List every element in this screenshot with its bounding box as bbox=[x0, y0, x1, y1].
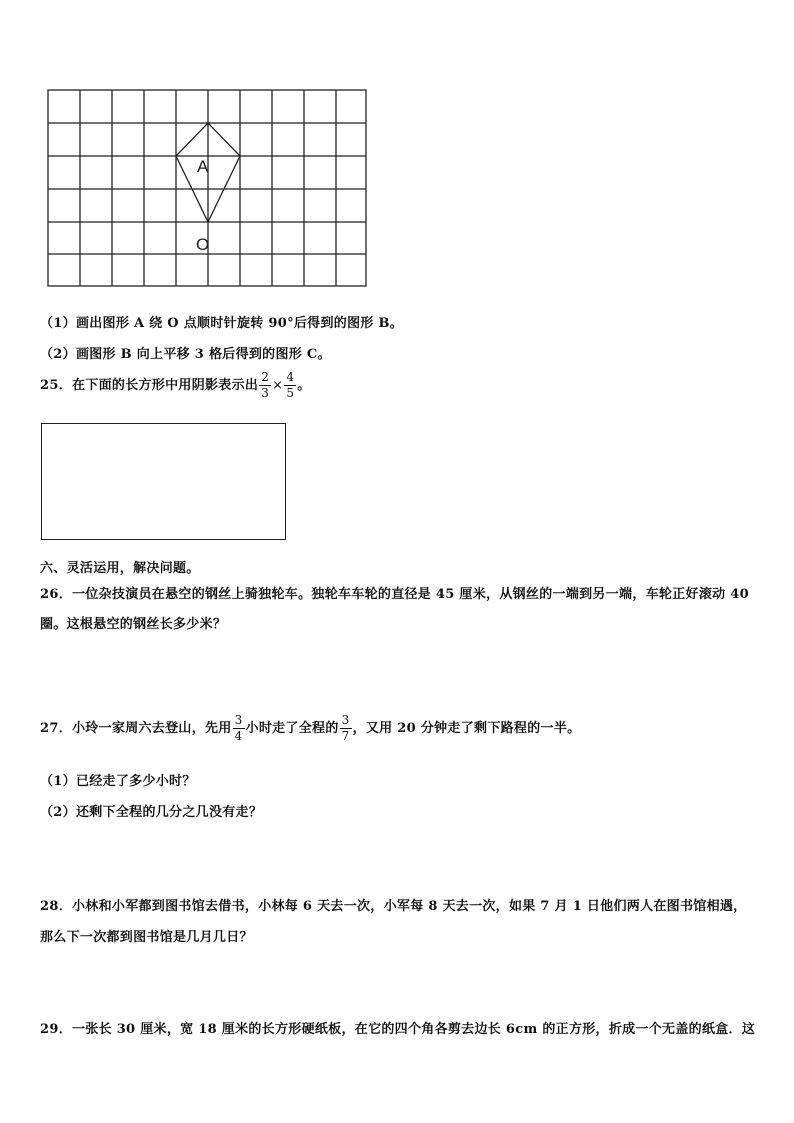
q28-line1: 28．小林和小军都到图书馆去借书，小林每 6 天去一次，小军每 8 天去一次，如果 7 月 1 日他们两人在图书馆相遇， bbox=[40, 899, 747, 914]
q27 bbox=[40, 713, 580, 744]
q27-f2-num: 3 bbox=[341, 713, 350, 727]
grid-figure bbox=[47, 86, 369, 288]
q25-fraction-2 bbox=[284, 370, 296, 401]
q25-times: × bbox=[272, 378, 284, 393]
q27-part3: ，又用 20 分钟走了剩下路程的一半。 bbox=[352, 721, 581, 736]
q27-f1-den: 4 bbox=[234, 729, 243, 743]
q24-sub2: （2）画图形 B 向上平移 3 格后得到的图形 C。 bbox=[40, 347, 331, 362]
q27-f1-num: 3 bbox=[234, 713, 243, 727]
q27-fraction-1 bbox=[233, 713, 245, 744]
label-o: O bbox=[196, 235, 210, 254]
q26-line2: 圈。这根悬空的钢丝长多少米？ bbox=[40, 617, 227, 632]
q25-f2-num: 4 bbox=[286, 370, 295, 384]
q27-sub1: （1）已经走了多少小时？ bbox=[40, 774, 196, 789]
q25-prefix: 25．在下面的长方形中用阴影表示出 bbox=[40, 378, 259, 393]
q25-fraction-1 bbox=[259, 370, 271, 401]
q27-sub2: （2）还剩下全程的几分之几没有走？ bbox=[40, 805, 263, 820]
answer-rectangle bbox=[41, 423, 286, 540]
q28-line2: 那么下一次都到图书馆是几月几日？ bbox=[40, 930, 253, 945]
q25-f2-den: 5 bbox=[286, 386, 295, 400]
q27-fraction-2 bbox=[340, 713, 352, 744]
grid-lines bbox=[48, 90, 366, 286]
label-a: A bbox=[197, 157, 209, 176]
q24-sub1: （1）画出图形 A 绕 O 点顺时针旋转 90°后得到的图形 B。 bbox=[40, 316, 404, 331]
q27-part1: 27．小玲一家周六去登山，先用 bbox=[40, 721, 232, 736]
q25-suffix: 。 bbox=[297, 378, 311, 393]
q25-f1-num: 2 bbox=[261, 370, 270, 384]
q25-f1-den: 3 bbox=[261, 386, 270, 400]
q27-f2-den: 7 bbox=[341, 729, 350, 743]
q25 bbox=[40, 370, 311, 401]
q27-part2: 小时走了全程的 bbox=[245, 721, 339, 736]
q29-line1: 29．一张长 30 厘米，宽 18 厘米的长方形硬纸板，在它的四个角各剪去边长 6cm 的正方形，折成一个无盖的纸盒．这 bbox=[40, 1022, 756, 1037]
q26-line1: 26．一位杂技演员在悬空的钢丝上骑独轮车。独轮车车轮的直径是 45 厘米，从钢丝的一端到另一端，车轮正好滚动 40 bbox=[40, 587, 749, 602]
section-6-heading: 六、灵活运用，解决问题。 bbox=[40, 561, 200, 576]
